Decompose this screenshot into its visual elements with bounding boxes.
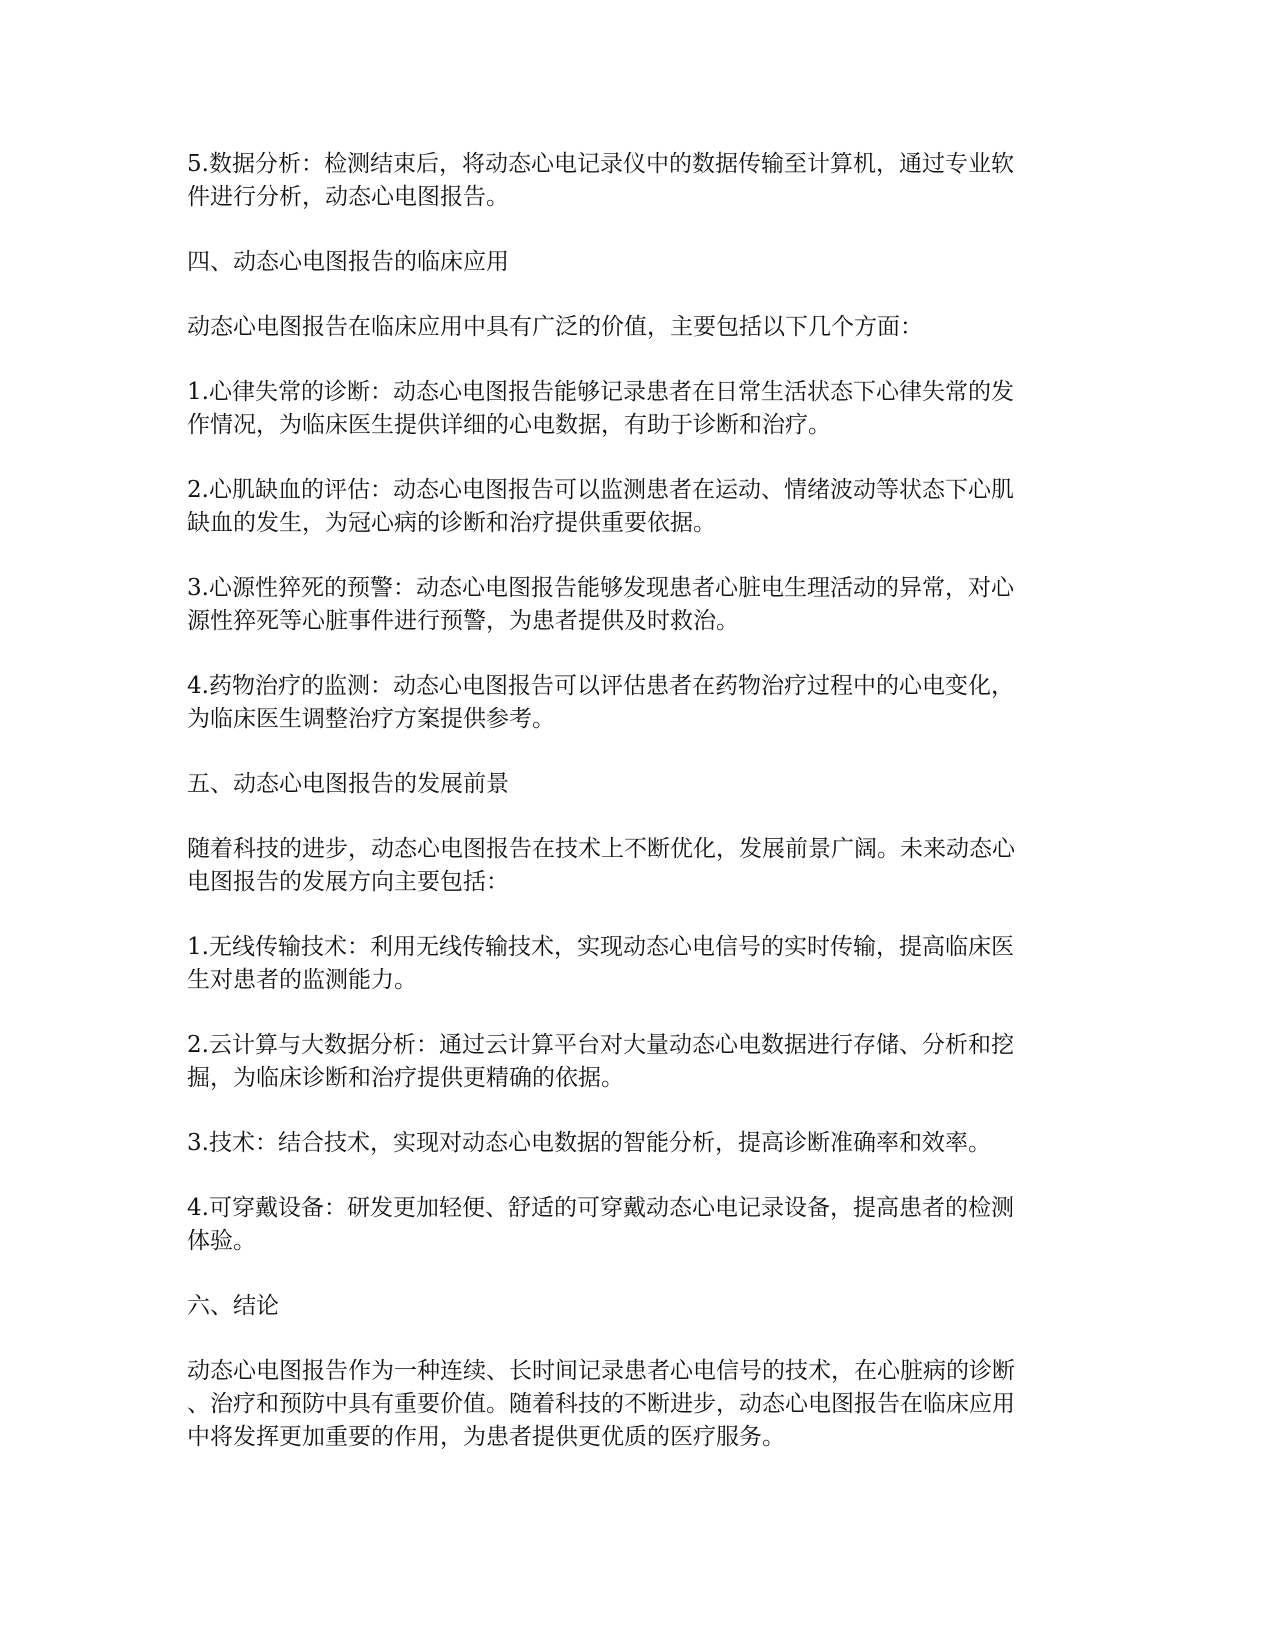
section-heading-prospects: 五、动态心电图报告的发展前景 <box>187 771 509 797</box>
list-item-sudden-death: 3.心源性猝死的预警：动态心电图报告能够发现患者心脏电生理活动的异常，对心 源性猝死等心脏事件进行预警，为患者提供及时救治。 <box>187 575 1014 634</box>
list-item-arrhythmia: 1.心律失常的诊断：动态心电图报告能够记录患者在日常生活状态下心律失常的发 作情况，为临床医生提供详细的心电数据，有助于诊断和治疗。 <box>187 379 1014 438</box>
paragraph-clinical-intro: 动态心电图报告在临床应用中具有广泛的价值，主要包括以下几个方面： <box>187 314 923 340</box>
document-body <box>187 148 1087 1486</box>
list-item-ischemia: 2.心肌缺血的评估：动态心电图报告可以监测患者在运动、情绪波动等状态下心肌 缺血的发生，为冠心病的诊断和治疗提供重要依据。 <box>187 477 1014 536</box>
list-item-cloud: 2.云计算与大数据分析：通过云计算平台对大量动态心电数据进行存储、分析和挖 掘，为临床诊断和治疗提供更精确的依据。 <box>187 1032 1014 1091</box>
list-item-technology: 3.技术：结合技术，实现对动态心电数据的智能分析，提高诊断准确率和效率。 <box>187 1130 991 1156</box>
paragraph-data-analysis: 5.数据分析：检测结束后，将动态心电记录仪中的数据传输至计算机，通过专业软 件进行分析，动态心电图报告。 <box>187 151 1014 210</box>
paragraph-prospects-intro: 随着科技的进步，动态心电图报告在技术上不断优化，发展前景广阔。未来动态心 电图报告的发展方向主要包括： <box>187 836 1015 895</box>
paragraph-conclusion: 动态心电图报告作为一种连续、长时间记录患者心电信号的技术，在心脏病的诊断 、治疗和预防中具有重要价值。随着科技的不断进步，动态心电图报告在临床应用 中将发挥更加重要的作用，为患者提供更优质的医疗服务。 <box>187 1358 1015 1450</box>
list-item-drug-monitoring: 4.药物治疗的监测：动态心电图报告可以评估患者在药物治疗过程中的心电变化， 为临床医生调整治疗方案提供参考。 <box>187 673 1014 732</box>
section-heading-clinical-application: 四、动态心电图报告的临床应用 <box>187 249 509 275</box>
list-item-wireless: 1.无线传输技术：利用无线传输技术，实现动态心电信号的实时传输，提高临床医 生对患者的监测能力。 <box>187 934 1014 993</box>
list-item-wearable: 4.可穿戴设备：研发更加轻便、舒适的可穿戴动态心电记录设备，提高患者的检测 体验。 <box>187 1195 1014 1254</box>
section-heading-conclusion: 六、结论 <box>187 1293 279 1319</box>
